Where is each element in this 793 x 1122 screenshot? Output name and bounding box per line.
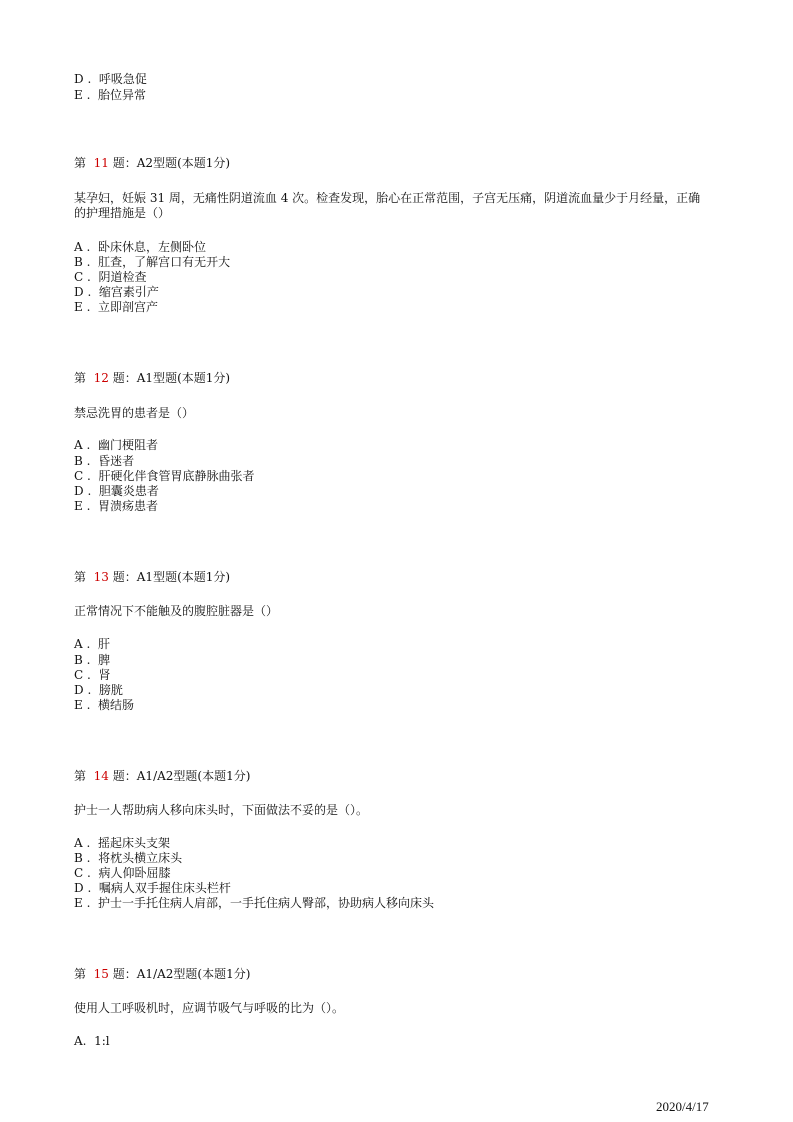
option-text: 摇起床头支架 — [97, 836, 170, 850]
option-letter: E — [74, 499, 83, 513]
option-letter: C — [74, 270, 84, 284]
option-letter: D — [74, 285, 84, 299]
option-text: 立即剖宫产 — [98, 300, 159, 314]
option-line: C . 肾 — [74, 668, 111, 682]
option-text: 膀胱 — [98, 683, 123, 697]
option-text: 胎位异常 — [98, 88, 147, 102]
option-letter: E — [74, 300, 83, 314]
question-number: 13 — [93, 570, 109, 584]
option-letter: A — [74, 438, 83, 452]
option-text: 嘱病人双手握住床头栏杆 — [98, 881, 231, 895]
option-letter: C — [74, 866, 84, 880]
option-letter: B — [74, 454, 83, 468]
option-letter: B — [74, 653, 83, 667]
option-line: C . 肝硬化伴食管胃底静脉曲张者 — [74, 469, 255, 483]
option-line: B . 将枕头横立床头 — [74, 851, 183, 865]
question-prefix: 第 — [74, 371, 87, 385]
option-line: A . 卧床休息，左侧卧位 — [74, 240, 206, 254]
option-letter: E — [74, 88, 83, 102]
option-line: E . 胎位异常 — [74, 88, 147, 102]
option-letter: A — [74, 637, 83, 651]
option-text: 护士一手托住病人肩部，一手托住病人臀部，协助病人移向床头 — [98, 896, 435, 910]
option-letter: D — [74, 683, 84, 697]
question-stem: 禁忌洗胃的患者是（） — [74, 406, 195, 420]
question-number: 12 — [93, 371, 109, 385]
option-text: 呼吸急促 — [98, 72, 147, 86]
option-text: 病人仰卧屈膝 — [98, 866, 171, 880]
option-text: 卧床休息，左侧卧位 — [97, 240, 206, 254]
option-text: 将枕头横立床头 — [98, 851, 183, 865]
option-letter: D — [74, 881, 84, 895]
option-letter: D — [74, 72, 84, 86]
option-text: 阴道检查 — [98, 270, 147, 284]
question-number: 14 — [93, 769, 109, 783]
option-line: E . 胃溃疡患者 — [74, 499, 159, 513]
option-line: C . 阴道检查 — [74, 270, 147, 284]
question-type: 题：A2型题(本题1分) — [112, 156, 231, 170]
option-letter: B — [74, 851, 83, 865]
question-prefix: 第 — [74, 570, 87, 584]
option-text: 肾 — [98, 668, 111, 682]
option-text: 肛查，了解宫口有无开大 — [98, 255, 231, 269]
option-letter: C — [74, 668, 84, 682]
question-prefix: 第 — [74, 967, 87, 981]
option-text: 幽门梗阻者 — [97, 438, 158, 452]
question-number: 15 — [93, 967, 109, 981]
option-line: B . 昏迷者 — [74, 454, 135, 468]
question-header — [74, 371, 230, 386]
question-header — [74, 967, 250, 982]
question-number: 11 — [93, 156, 109, 170]
question-header — [74, 156, 230, 171]
option-line: E . 横结肠 — [74, 698, 135, 712]
option-letter: E — [74, 698, 83, 712]
question-stem: 某孕妇，妊娠 31 周，无痛性阴道流血 4 次。检查发现，胎心在正常范围，子宫无压痛，阴道流血量少于月经量，正确的护理措施是（） — [74, 191, 701, 220]
option-line: D . 膀胱 — [74, 683, 123, 697]
question-prefix: 第 — [74, 156, 87, 170]
question-type: 题：A1/A2型题(本题1分) — [112, 967, 251, 981]
question-header — [74, 570, 230, 585]
option-line: D . 胆囊炎患者 — [74, 484, 159, 498]
option-letter: E — [74, 896, 83, 910]
option-letter: B — [74, 255, 83, 269]
option-letter: D — [74, 484, 84, 498]
option-line: A . 幽门梗阻者 — [74, 438, 158, 452]
option-text: 胆囊炎患者 — [98, 484, 159, 498]
option-line: A . 肝 — [74, 637, 110, 651]
question-type: 题：A1型题(本题1分) — [112, 570, 231, 584]
option-letter: A — [74, 240, 83, 254]
question-type: 题：A1型题(本题1分) — [112, 371, 231, 385]
option-letter: C — [74, 469, 84, 483]
option-line: B . 脾 — [74, 653, 111, 667]
option-line: B . 肛查，了解宫口有无开大 — [74, 255, 231, 269]
question-stem: 护士一人帮助病人移向床头时，下面做法不妥的是（）。 — [74, 803, 369, 817]
option-text: 脾 — [98, 653, 111, 667]
option-letter: A — [74, 1034, 83, 1048]
question-type: 题：A1/A2型题(本题1分) — [112, 769, 251, 783]
option-line: D . 呼吸急促 — [74, 72, 147, 86]
option-text: 肝 — [97, 637, 110, 651]
option-line: A . 摇起床头支架 — [74, 836, 170, 850]
option-line: D . 嘱病人双手握住床头栏杆 — [74, 881, 231, 895]
question-prefix: 第 — [74, 769, 87, 783]
question-stem: 正常情况下不能触及的腹腔脏器是（） — [74, 604, 279, 618]
option-line: A. 1:l — [74, 1034, 110, 1048]
option-text: 横结肠 — [98, 698, 135, 712]
footer-date: 2020/4/17 — [656, 1099, 709, 1114]
question-stem: 使用人工呼吸机时，应调节吸气与呼吸的比为（）。 — [74, 1001, 345, 1015]
option-text: 1:l — [94, 1034, 110, 1048]
option-text: 胃溃疡患者 — [98, 499, 159, 513]
option-text: 昏迷者 — [98, 454, 135, 468]
question-header — [74, 769, 250, 784]
option-line: E . 立即剖宫产 — [74, 300, 159, 314]
option-line: D . 缩宫素引产 — [74, 285, 159, 299]
option-text: 肝硬化伴食管胃底静脉曲张者 — [98, 469, 255, 483]
option-letter: A — [74, 836, 83, 850]
option-text: 缩宫素引产 — [98, 285, 159, 299]
option-line: C . 病人仰卧屈膝 — [74, 866, 171, 880]
option-line: E . 护士一手托住病人肩部，一手托住病人臀部，协助病人移向床头 — [74, 896, 435, 910]
